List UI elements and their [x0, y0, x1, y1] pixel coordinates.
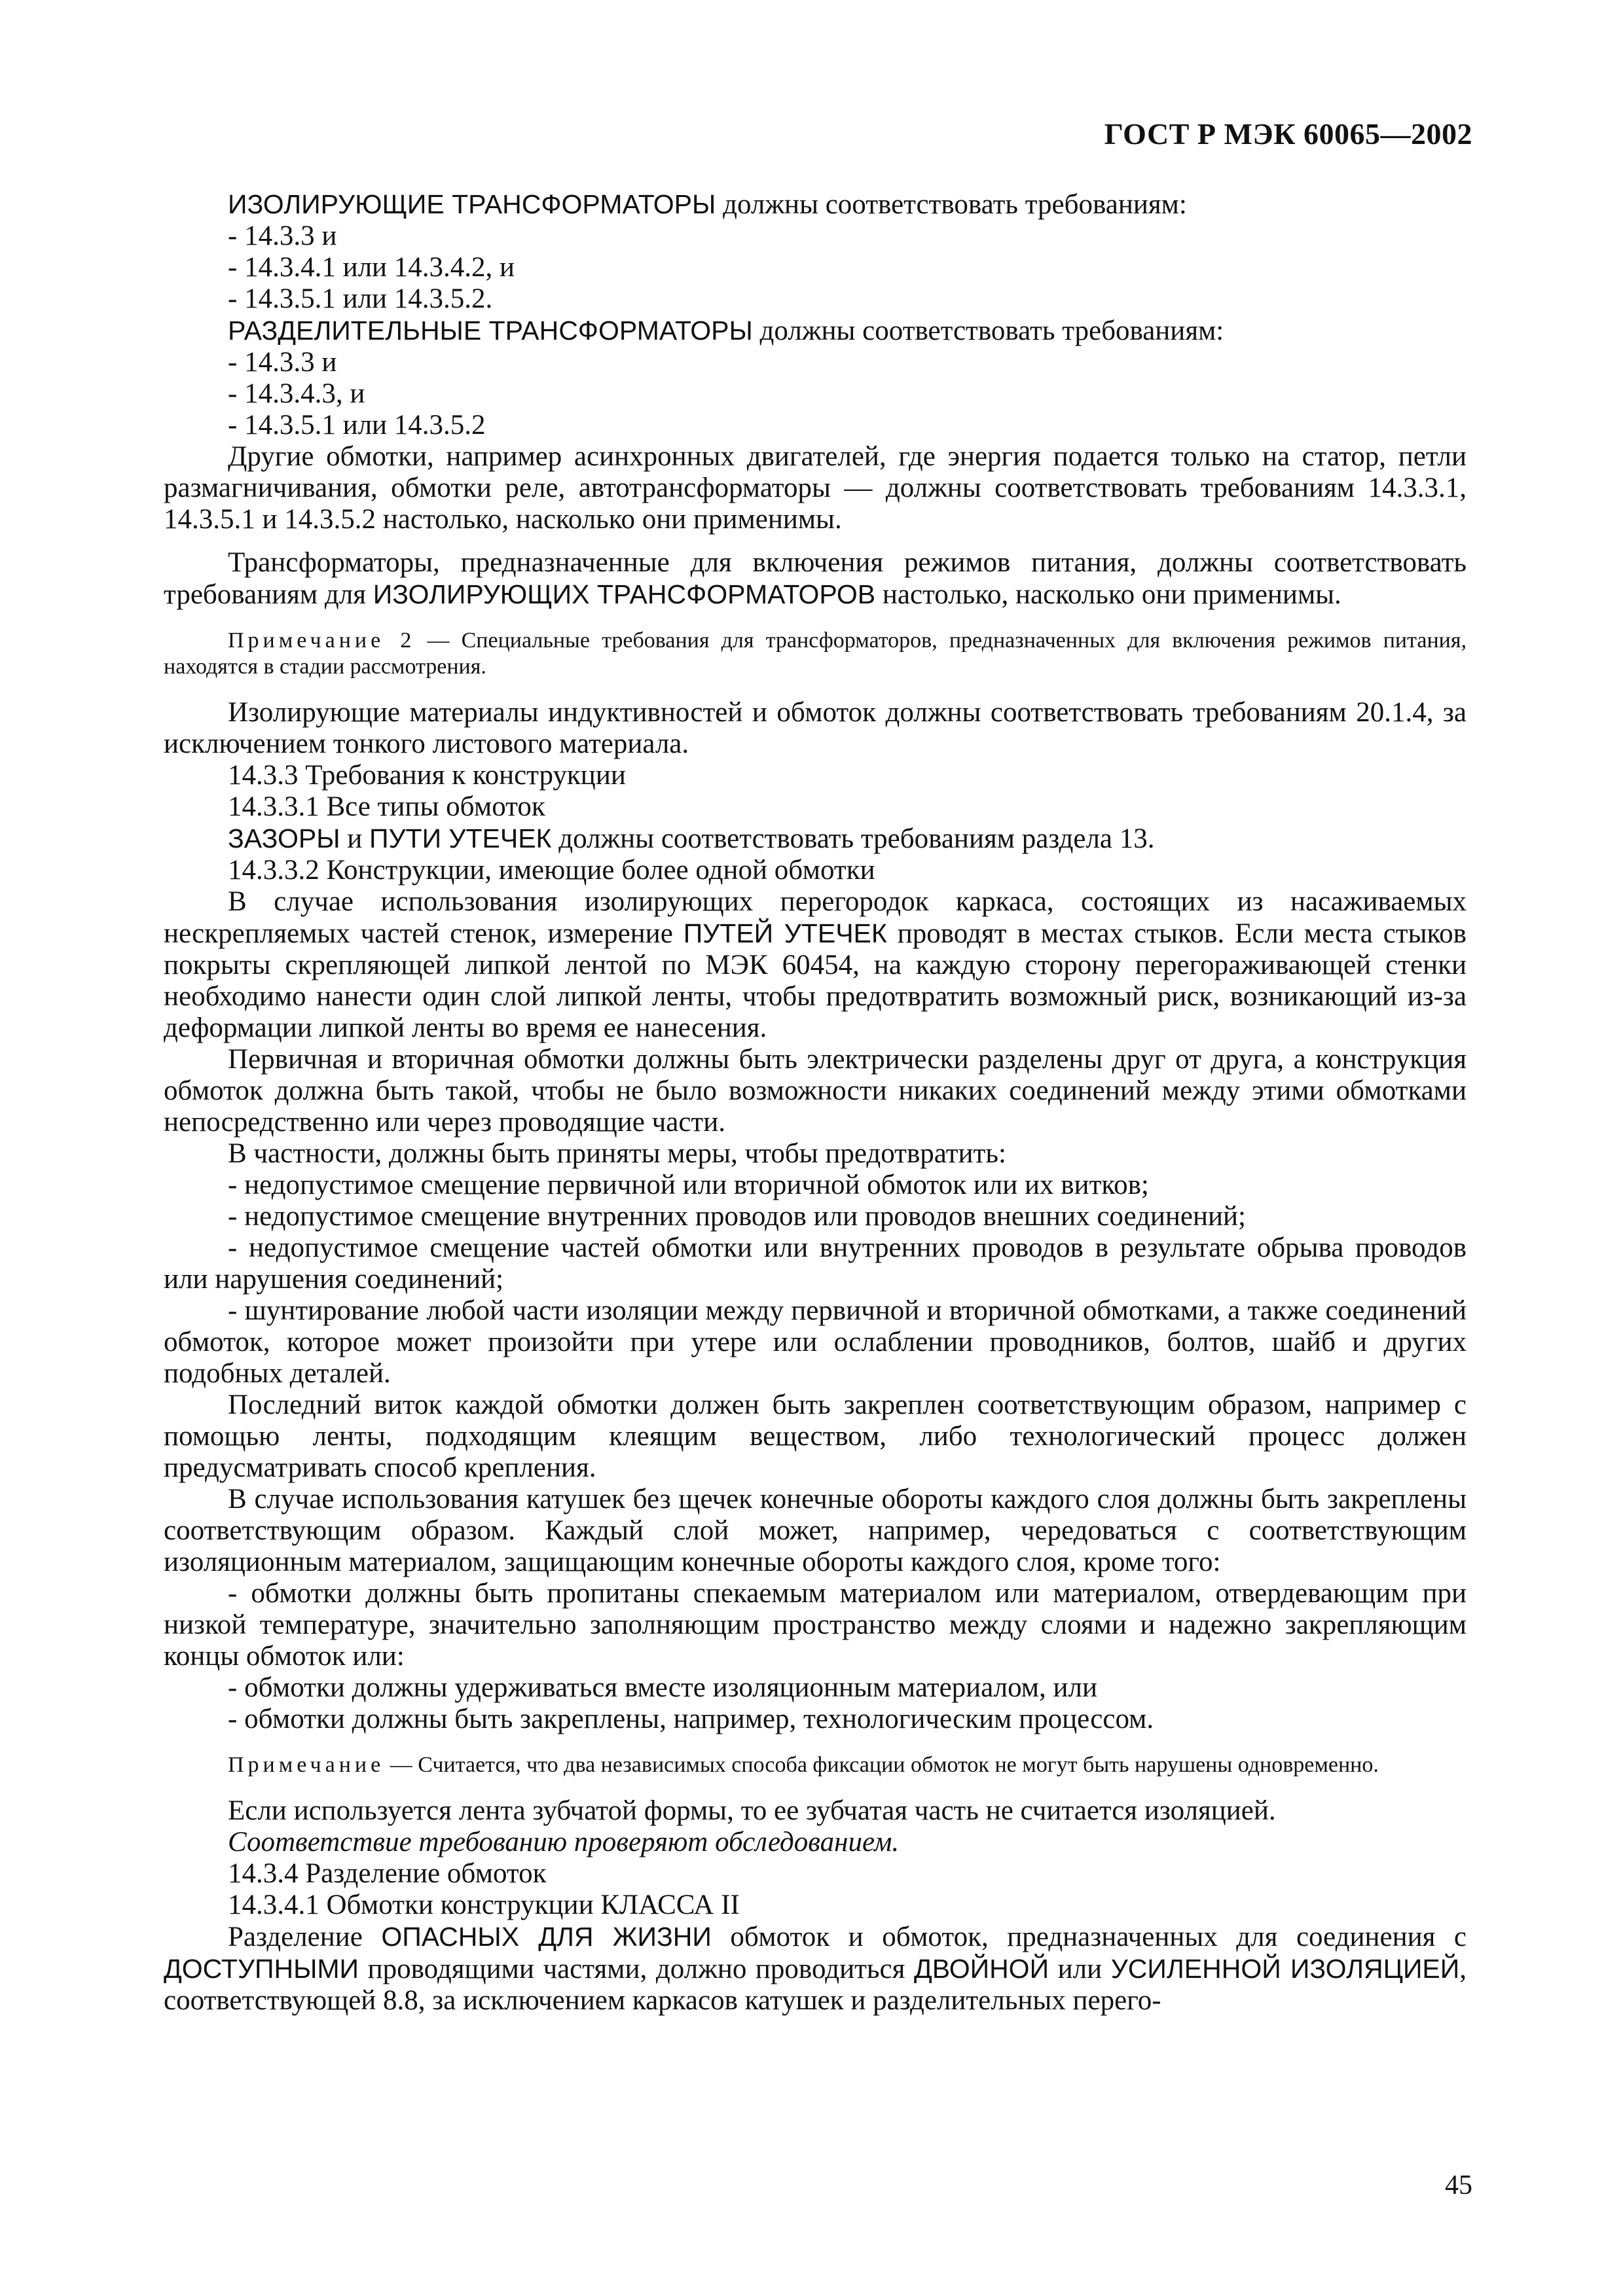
paragraph-coils-without-cheeks: В случае использования катушек без щечек конечные обороты каждого слоя должны быть закреплены соответствующим образом. Каждый слой может, например, чередоваться с соответствующим изоляционным материалом, защищающим конечные обороты каждого слоя, кроме того: — [164, 1484, 1467, 1577]
term-clearances: ЗАЗОРЫ — [228, 823, 340, 853]
paragraph-last-turn: Последний виток каждой обмотки должен быть закреплен соответствующим образом, например с помощью ленты, подходящим клеящим веществом, либо технологический процесс должен предусматривать способ крепления. — [164, 1390, 1467, 1483]
list-item: - обмотки должны быть закреплены, например, технологическим процессом. — [228, 1704, 1154, 1734]
term-reinforced-insulation: УСИЛЕННОЙ ИЗОЛЯЦИЕЙ — [1110, 1954, 1460, 1984]
note-3: Примечание — Считается, что два независимых способа фиксации обмоток не могут быть нарушены одновременно. — [228, 1753, 1379, 1777]
term-hazardous-live: ОПАСНЫХ ДЛЯ ЖИЗНИ — [381, 1922, 712, 1952]
paragraph-power-mode-transformers: Трансформаторы, предназначенные для включения режимов питания, должны соответствовать требованиям для ИЗОЛИРУЮЩИХ ТРАНСФОРМАТОРОВ настолько, насколько они применимы. — [164, 547, 1467, 610]
term-isolating-transformers-gen: ИЗОЛИРУЮЩИХ ТРАНСФОРМАТОРОВ — [373, 579, 876, 609]
page-number: 45 — [1445, 2170, 1472, 2200]
term-separating-transformers: РАЗДЕЛИТЕЛЬНЫЕ ТРАНСФОРМАТОРЫ — [228, 315, 753, 346]
document-header: ГОСТ Р МЭК 60065—2002 — [1104, 117, 1472, 151]
list-item: - 14.3.4.3, и — [228, 378, 365, 409]
section-heading-14-3-4: 14.3.4 Разделение обмоток — [228, 1858, 547, 1889]
paragraph-measures: В частности, должны быть приняты меры, чтобы предотвратить: — [228, 1138, 1006, 1169]
paragraph-isolating-transformers: ИЗОЛИРУЮЩИЕ ТРАНСФОРМАТОРЫ должны соответствовать требованиям: — [228, 189, 1187, 220]
list-item: - обмотки должны удерживаться вместе изоляционным материалом, или — [228, 1672, 1097, 1703]
paragraph-primary-secondary: Первичная и вторичная обмотки должны быть электрически разделены друг от друга, а конструкция обмоток должна быть такой, чтобы не было возможности никаких соединений между этими обмотками непосредственно или через проводящие части. — [164, 1044, 1467, 1138]
term-accessible: ДОСТУПНЫМИ — [164, 1954, 359, 1984]
section-heading-14-3-4-1: 14.3.4.1 Обмотки конструкции КЛАССА II — [228, 1890, 740, 1920]
paragraph-toothed-tape: Если используется лента зубчатой формы, то ее зубчатая часть не считается изоляцией. — [228, 1795, 1276, 1826]
term-double: ДВОЙНОЙ — [913, 1954, 1049, 1984]
paragraph-insulating-materials: Изолирующие материалы индуктивностей и обмоток должны соответствовать требованиям 20.1.4, за исключением тонкого листового материала. — [164, 697, 1467, 759]
paragraph-compliance-check: Соответствие требованию проверяют обследованием. — [228, 1827, 900, 1857]
paragraph-other-windings: Другие обмотки, например асинхронных двигателей, где энергия подается только на статор, петли размагничивания, обмотки реле, автотрансформаторы — должны соответствовать требованиям 14.3.3.1, 14.3.5.1 и 14.3.5.2 настолько, насколько они применимы. — [164, 441, 1467, 535]
list-item: - 14.3.4.1 или 14.3.4.2, и — [228, 252, 515, 283]
list-item: - 14.3.5.1 или 14.3.5.2. — [228, 283, 493, 314]
paragraph-partitions: В случае использования изолирующих перегородок каркаса, состоящих из насаживаемых нескрепляемых частей стенок, измерение ПУТЕЙ УТЕЧЕК проводят в местах стыков. Если места стыков покрыты скрепляющей липкой лентой по МЭК 60454, на каждую сторону перегораживающей стенки необходимо нанести один слой липкой ленты, чтобы предотвратить возможный риск, возникающий из-за деформации липкой ленты во время ее нанесения. — [164, 886, 1467, 1043]
term-creepage-gen: ПУТЕЙ УТЕЧЕК — [683, 918, 887, 948]
list-item: - недопустимое смещение частей обмотки или внутренних проводов в результате обрыва проводов или нарушения соединений; — [164, 1232, 1467, 1295]
list-item: - 14.3.3 и — [228, 347, 337, 378]
list-item: - обмотки должны быть пропитаны спекаемым материалом или материалом, отвердевающим при низкой температуре, значительно заполняющим пространство между слоями и надежно закрепляющим концы обмоток или: — [164, 1578, 1467, 1672]
section-heading-14-3-3: 14.3.3 Требования к конструкции — [228, 760, 626, 791]
term-isolating-transformers: ИЗОЛИРУЮЩИЕ ТРАНСФОРМАТОРЫ — [228, 189, 716, 219]
list-item: - недопустимое смещение первичной или вторичной обмоток или их витков; — [228, 1170, 1149, 1200]
note-label: Примечание 2 — [228, 628, 416, 653]
list-item: - шунтирование любой части изоляции между первичной и вторичной обмотками, а также соединений обмоток, которое может произойти при утере или ослаблении проводников, болтов, шайб и других подобных деталей. — [164, 1295, 1467, 1389]
paragraph-clearances: ЗАЗОРЫ и ПУТИ УТЕЧЕК должны соответствовать требованиям раздела 13. — [228, 823, 1155, 854]
list-item: - 14.3.3 и — [228, 221, 337, 251]
paragraph-separation: Разделение ОПАСНЫХ ДЛЯ ЖИЗНИ обмоток и обмоток, предназначенных для соединения с ДОСТУПНЫМИ проводящими частями, должно проводиться ДВОЙНОЙ или УСИЛЕННОЙ ИЗОЛЯЦИЕЙ, соответствующей 8.8, за исключением каркасов катушек и разделительных перего- — [164, 1922, 1467, 2016]
section-heading-14-3-3-1: 14.3.3.1 Все типы обмоток — [228, 791, 545, 822]
list-item: - недопустимое смещение внутренних проводов или проводов внешних соединений; — [228, 1201, 1246, 1232]
term-creepage: ПУТИ УТЕЧЕК — [369, 823, 552, 853]
page-body — [164, 188, 1467, 2017]
section-heading-14-3-3-2: 14.3.3.2 Конструкции, имеющие более одной обмотки — [228, 855, 875, 886]
note-2: Примечание 2 — Специальные требования для трансформаторов, предназначенных для включения режимов питания, находятся в стадии рассмотрения. — [164, 628, 1467, 679]
paragraph-separating-transformers: РАЗДЕЛИТЕЛЬНЫЕ ТРАНСФОРМАТОРЫ должны соответствовать требованиям: — [228, 315, 1224, 346]
list-item: - 14.3.5.1 или 14.3.5.2 — [228, 410, 486, 440]
note-label: Примечание — [228, 1753, 385, 1777]
